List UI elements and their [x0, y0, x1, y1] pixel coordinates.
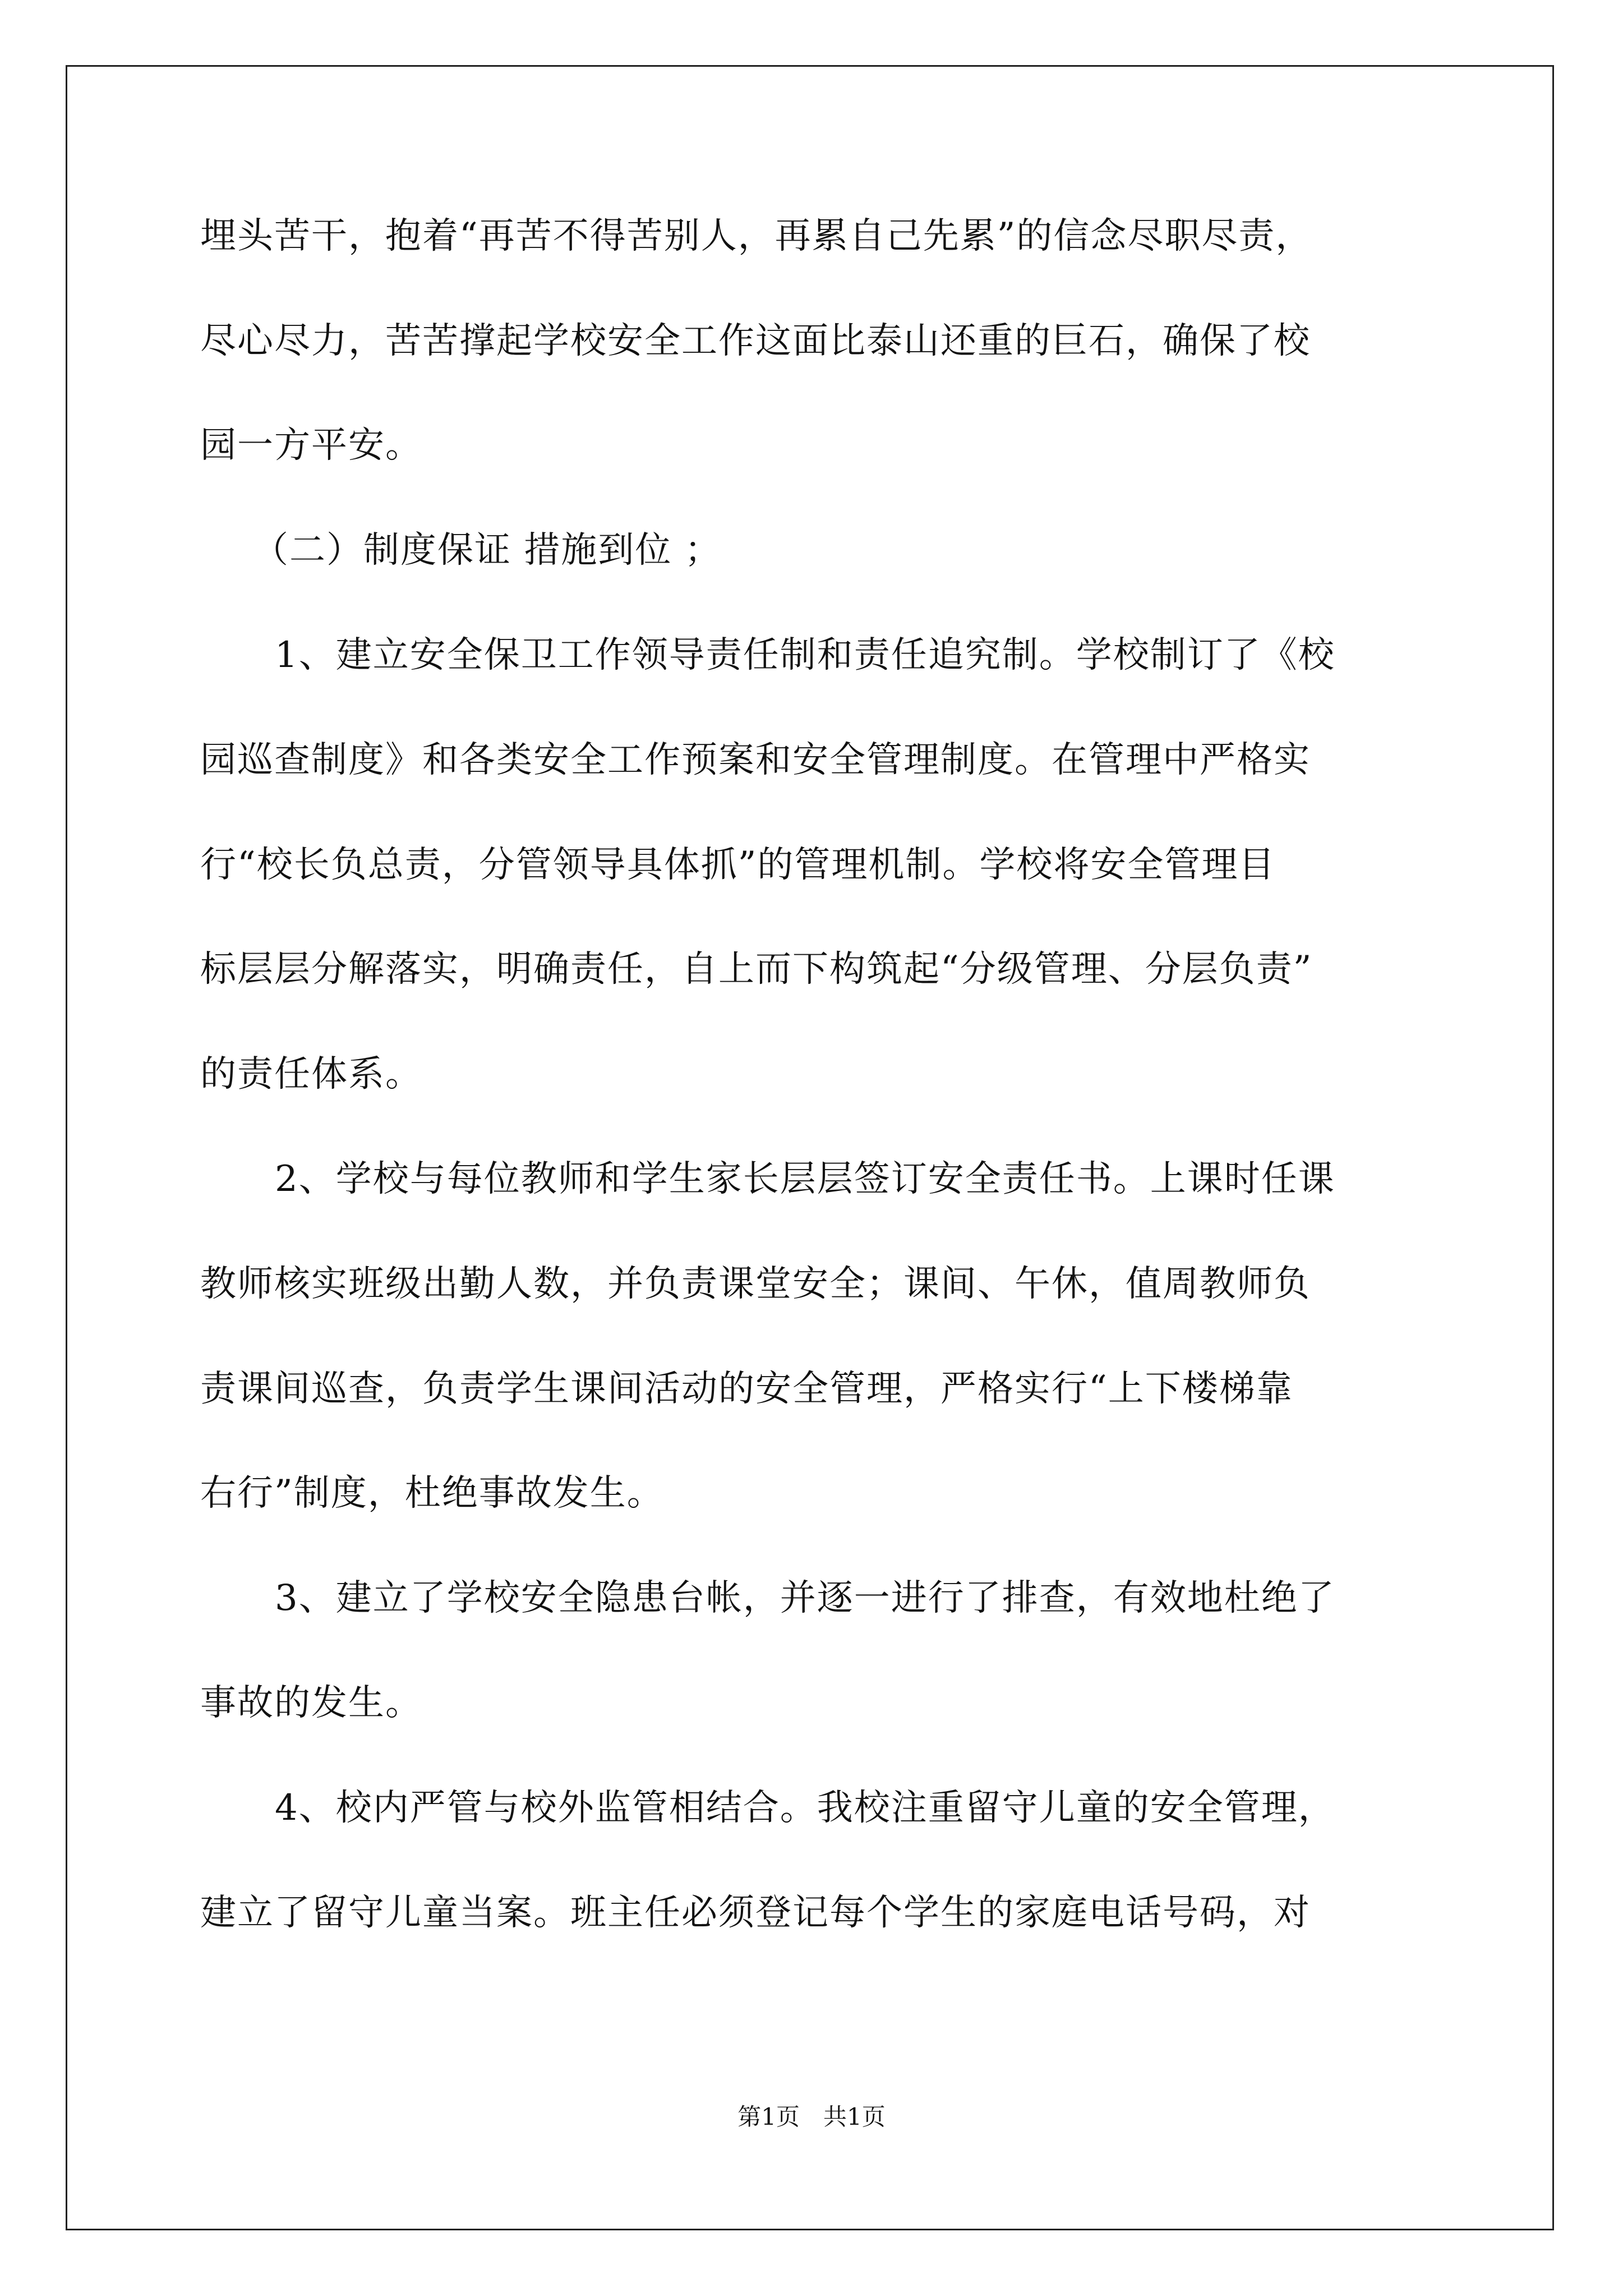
body-line-13: 右行”制度，杜绝事故发生。 [200, 1473, 664, 1514]
page-footer: 第1页 共1页 [737, 2103, 886, 2131]
body-line-6: 园巡查制度》和各类安全工作预案和安全管理制度。在管理中严格实 [200, 739, 1311, 781]
body-line-15: 事故的发生。 [200, 1682, 422, 1724]
body-line-9: 的责任体系。 [200, 1053, 422, 1095]
body-line-3: 园一方平安。 [200, 425, 422, 466]
body-line-12: 责课间巡查，负责学生课间活动的安全管理，严格实行“上下楼梯靠 [200, 1368, 1293, 1410]
body-line-7: 行“校长负总责，分管领导具体抓”的管理机制。学校将安全管理目 [200, 844, 1276, 886]
section-heading: （二）制度保证 措施到位 ； [252, 530, 722, 571]
body-line-10: 2、学校与每位教师和学生家长层层签订安全责任书。上课时任课 [275, 1158, 1335, 1200]
body-line-8: 标层层分解落实，明确责任，自上而下构筑起“分级管理、分层负责” [200, 949, 1313, 990]
body-line-5: 1、建立安全保卫工作领导责任制和责任追究制。学校制订了《校 [275, 634, 1335, 676]
body-line-2: 尽心尽力，苦苦撑起学校安全工作这面比泰山还重的巨石，确保了校 [200, 320, 1311, 362]
body-line-1: 埋头苦干，抱着“再苦不得苦别人，再累自己先累”的信念尽职尽责， [200, 215, 1313, 257]
body-line-17: 建立了留守儿童当案。班主任必须登记每个学生的家庭电话号码，对 [200, 1892, 1311, 1934]
body-line-11: 教师核实班级出勤人数，并负责课堂安全；课间、午休，值周教师负 [200, 1263, 1311, 1305]
body-line-16: 4、校内严管与校外监管相结合。我校注重留守儿童的安全管理， [275, 1787, 1335, 1829]
body-line-14: 3、建立了学校安全隐患台帐，并逐一进行了排查，有效地杜绝了 [275, 1577, 1335, 1619]
